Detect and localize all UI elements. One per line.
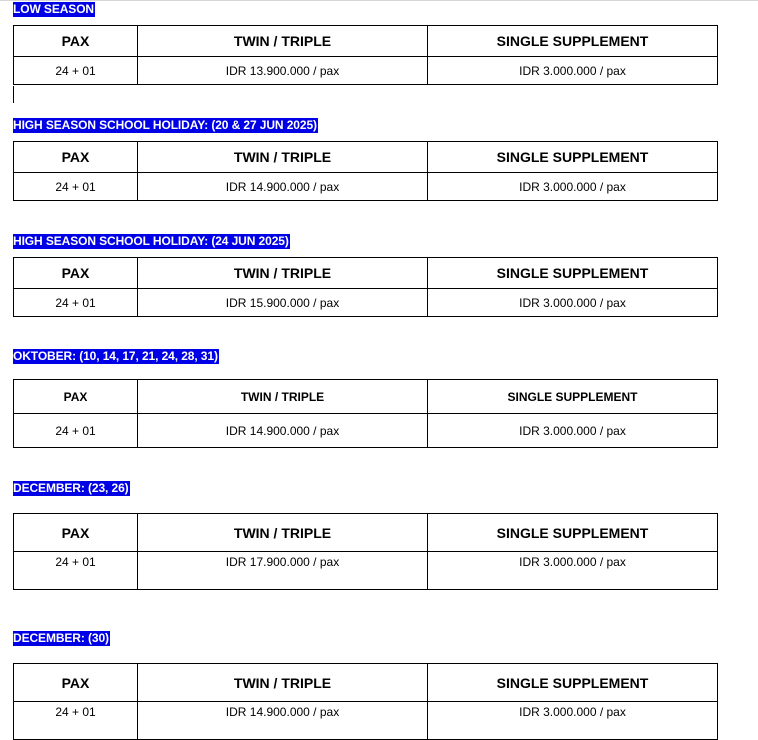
table-row	[14, 289, 718, 317]
cell-pax: 24 + 01	[14, 173, 138, 201]
cell-pax: 24 + 01	[14, 57, 138, 85]
cell-pax: 24 + 01	[14, 552, 138, 590]
cell-pax: 24 + 01	[14, 289, 138, 317]
rate-table	[13, 25, 718, 85]
header-pax: PAX	[14, 514, 138, 552]
section-oktober	[13, 347, 717, 438]
table-row	[14, 57, 718, 85]
header-twin-triple: TWIN / TRIPLE	[138, 380, 428, 414]
cell-single-supplement-price: IDR 3.000.000 / pax	[428, 289, 718, 317]
header-pax: PAX	[14, 26, 138, 57]
cell-pax: 24 + 01	[14, 702, 138, 740]
header-single-supplement: SINGLE SUPPLEMENT	[428, 258, 718, 289]
rate-table	[13, 663, 718, 740]
rate-table	[13, 513, 718, 590]
header-single-supplement: SINGLE SUPPLEMENT	[428, 380, 718, 414]
header-single-supplement: SINGLE SUPPLEMENT	[428, 664, 718, 702]
section-heading: DECEMBER: (23, 26)	[13, 481, 129, 495]
header-pax: PAX	[14, 380, 138, 414]
section-heading: DECEMBER: (30)	[13, 631, 109, 645]
rate-table	[13, 257, 718, 317]
cell-twin-triple-price: IDR 13.900.000 / pax	[138, 57, 428, 85]
cell-twin-triple-price: IDR 15.900.000 / pax	[138, 289, 428, 317]
rate-table	[13, 379, 718, 448]
cell-single-supplement-price: IDR 3.000.000 / pax	[428, 414, 718, 448]
table-row	[14, 173, 718, 201]
table-row	[14, 414, 718, 448]
text-cursor	[13, 86, 14, 103]
table-row	[14, 552, 718, 590]
header-pax: PAX	[14, 142, 138, 173]
header-pax: PAX	[14, 258, 138, 289]
table-header-row	[14, 258, 718, 289]
header-single-supplement: SINGLE SUPPLEMENT	[428, 142, 718, 173]
header-twin-triple: TWIN / TRIPLE	[138, 258, 428, 289]
section-heading: HIGH SEASON SCHOOL HOLIDAY: (24 JUN 2025)	[13, 234, 289, 248]
section-december-23-26	[13, 479, 717, 569]
cell-single-supplement-price: IDR 3.000.000 / pax	[428, 173, 718, 201]
cell-pax: 24 + 01	[14, 414, 138, 448]
header-twin-triple: TWIN / TRIPLE	[138, 514, 428, 552]
header-single-supplement: SINGLE SUPPLEMENT	[428, 26, 718, 57]
table-header-row	[14, 142, 718, 173]
cell-twin-triple-price: IDR 17.900.000 / pax	[138, 552, 428, 590]
section-high-season-24-jun	[13, 232, 717, 310]
header-twin-triple: TWIN / TRIPLE	[138, 26, 428, 57]
header-twin-triple: TWIN / TRIPLE	[138, 664, 428, 702]
table-header-row	[14, 26, 718, 57]
rate-table	[13, 141, 718, 201]
section-low-season	[13, 0, 717, 78]
cell-twin-triple-price: IDR 14.900.000 / pax	[138, 702, 428, 740]
section-december-30	[13, 629, 717, 719]
section-heading: HIGH SEASON SCHOOL HOLIDAY: (20 & 27 JUN 2025)	[13, 118, 317, 132]
header-single-supplement: SINGLE SUPPLEMENT	[428, 514, 718, 552]
cell-single-supplement-price: IDR 3.000.000 / pax	[428, 57, 718, 85]
table-header-row	[14, 664, 718, 702]
cell-twin-triple-price: IDR 14.900.000 / pax	[138, 414, 428, 448]
header-twin-triple: TWIN / TRIPLE	[138, 142, 428, 173]
section-high-season-20-27-jun	[13, 116, 717, 194]
table-row	[14, 702, 718, 740]
header-pax: PAX	[14, 664, 138, 702]
cell-single-supplement-price: IDR 3.000.000 / pax	[428, 552, 718, 590]
table-header-row	[14, 514, 718, 552]
cell-single-supplement-price: IDR 3.000.000 / pax	[428, 702, 718, 740]
section-heading: LOW SEASON	[13, 2, 95, 16]
cell-twin-triple-price: IDR 14.900.000 / pax	[138, 173, 428, 201]
table-header-row	[14, 380, 718, 414]
section-heading: OKTOBER: (10, 14, 17, 21, 24, 28, 31)	[13, 349, 218, 363]
